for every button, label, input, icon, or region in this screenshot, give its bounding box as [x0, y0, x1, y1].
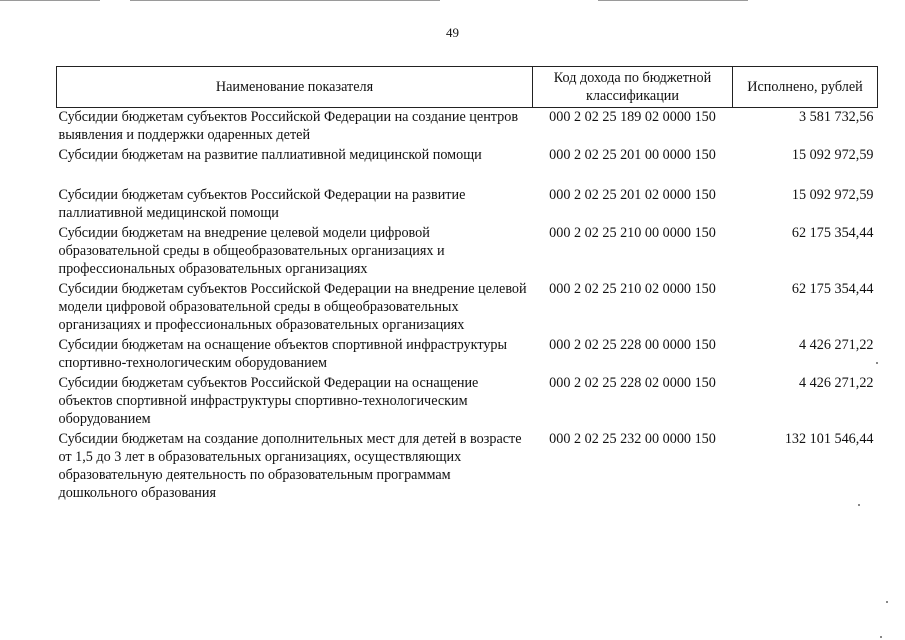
- budget-income-table-container: [56, 66, 877, 504]
- row-income-code: 000 2 02 25 201 00 0000 150: [549, 147, 716, 163]
- table-row: [57, 336, 878, 374]
- table-row: [57, 108, 878, 147]
- row-income-code: 000 2 02 25 201 02 0000 150: [549, 187, 716, 203]
- table-header: [57, 67, 878, 108]
- row-indicator-name: Субсидии бюджетам субъектов Российской Федерации на оснащение объектов спортивной инфраструктуры спортивно-технологическим оборудованием: [58, 375, 479, 427]
- row-income-code: 000 2 02 25 210 00 0000 150: [549, 225, 716, 241]
- row-executed-amount: 15 092 972,59: [791, 187, 874, 203]
- scan-edge-line: [0, 0, 100, 1]
- row-income-code: 000 2 02 25 189 02 0000 150: [549, 109, 716, 125]
- table-row: [57, 374, 878, 430]
- row-income-code: 000 2 02 25 210 02 0000 150: [549, 281, 716, 297]
- row-indicator-name: Субсидии бюджетам на развитие паллиативной медицинской помощи: [58, 147, 482, 163]
- row-indicator-name: Субсидии бюджетам на оснащение объектов спортивной инфраструктуры спортивно-технологическим оборудованием: [58, 337, 508, 371]
- header-executed-amount: Исполнено, рублей: [733, 67, 878, 108]
- header-indicator-name: Наименование показателя: [57, 67, 533, 108]
- row-indicator-name: Субсидии бюджетам субъектов Российской Федерации на внедрение целевой модели цифровой образовательной среды в общеобразовательных организациях и профессиональных образовательных организациях: [58, 281, 527, 333]
- table-row: [57, 186, 878, 224]
- budget-income-table: [56, 66, 878, 504]
- row-executed-amount: 62 175 354,44: [791, 281, 874, 297]
- row-executed-amount: 132 101 546,44: [784, 431, 874, 447]
- row-executed-amount: 15 092 972,59: [791, 147, 874, 163]
- row-indicator-name: Субсидии бюджетам на внедрение целевой модели цифровой образовательной среды в общеобразовательных организациях и профессиональных образовательных организациях: [58, 225, 445, 277]
- table-body: [57, 108, 878, 505]
- row-income-code: 000 2 02 25 232 00 0000 150: [549, 431, 716, 447]
- row-indicator-name: Субсидии бюджетам субъектов Российской Федерации на развитие паллиативной медицинской помощи: [58, 187, 466, 221]
- scan-speck: [886, 601, 888, 603]
- row-executed-amount: 3 581 732,56: [799, 109, 874, 125]
- scan-speck: [858, 504, 860, 506]
- table-row: [57, 224, 878, 280]
- row-income-code: 000 2 02 25 228 02 0000 150: [549, 375, 716, 391]
- scan-edge-line: [130, 0, 440, 1]
- scan-speck: [880, 636, 882, 638]
- row-indicator-name: Субсидии бюджетам субъектов Российской Федерации на создание центров выявления и поддержки одаренных детей: [58, 109, 519, 143]
- table-row: [57, 146, 878, 186]
- row-indicator-name: Субсидии бюджетам на создание дополнительных мест для детей в возрасте от 1,5 до 3 лет в образовательных организациях, осуществляющих образовательную деятельность по образовательным программам дошкольного образования: [58, 431, 522, 501]
- row-executed-amount: 4 426 271,22: [799, 375, 874, 391]
- scan-speck: [876, 362, 878, 364]
- table-row: [57, 280, 878, 336]
- row-income-code: 000 2 02 25 228 00 0000 150: [549, 337, 716, 353]
- table-header-row: [57, 67, 878, 108]
- page-number: 49: [446, 25, 459, 40]
- row-executed-amount: 62 175 354,44: [791, 225, 874, 241]
- scan-edge-line: [598, 0, 748, 1]
- table-row: [57, 430, 878, 504]
- header-income-code: Код дохода по бюджетной классификации: [533, 67, 733, 108]
- row-executed-amount: 4 426 271,22: [799, 337, 874, 353]
